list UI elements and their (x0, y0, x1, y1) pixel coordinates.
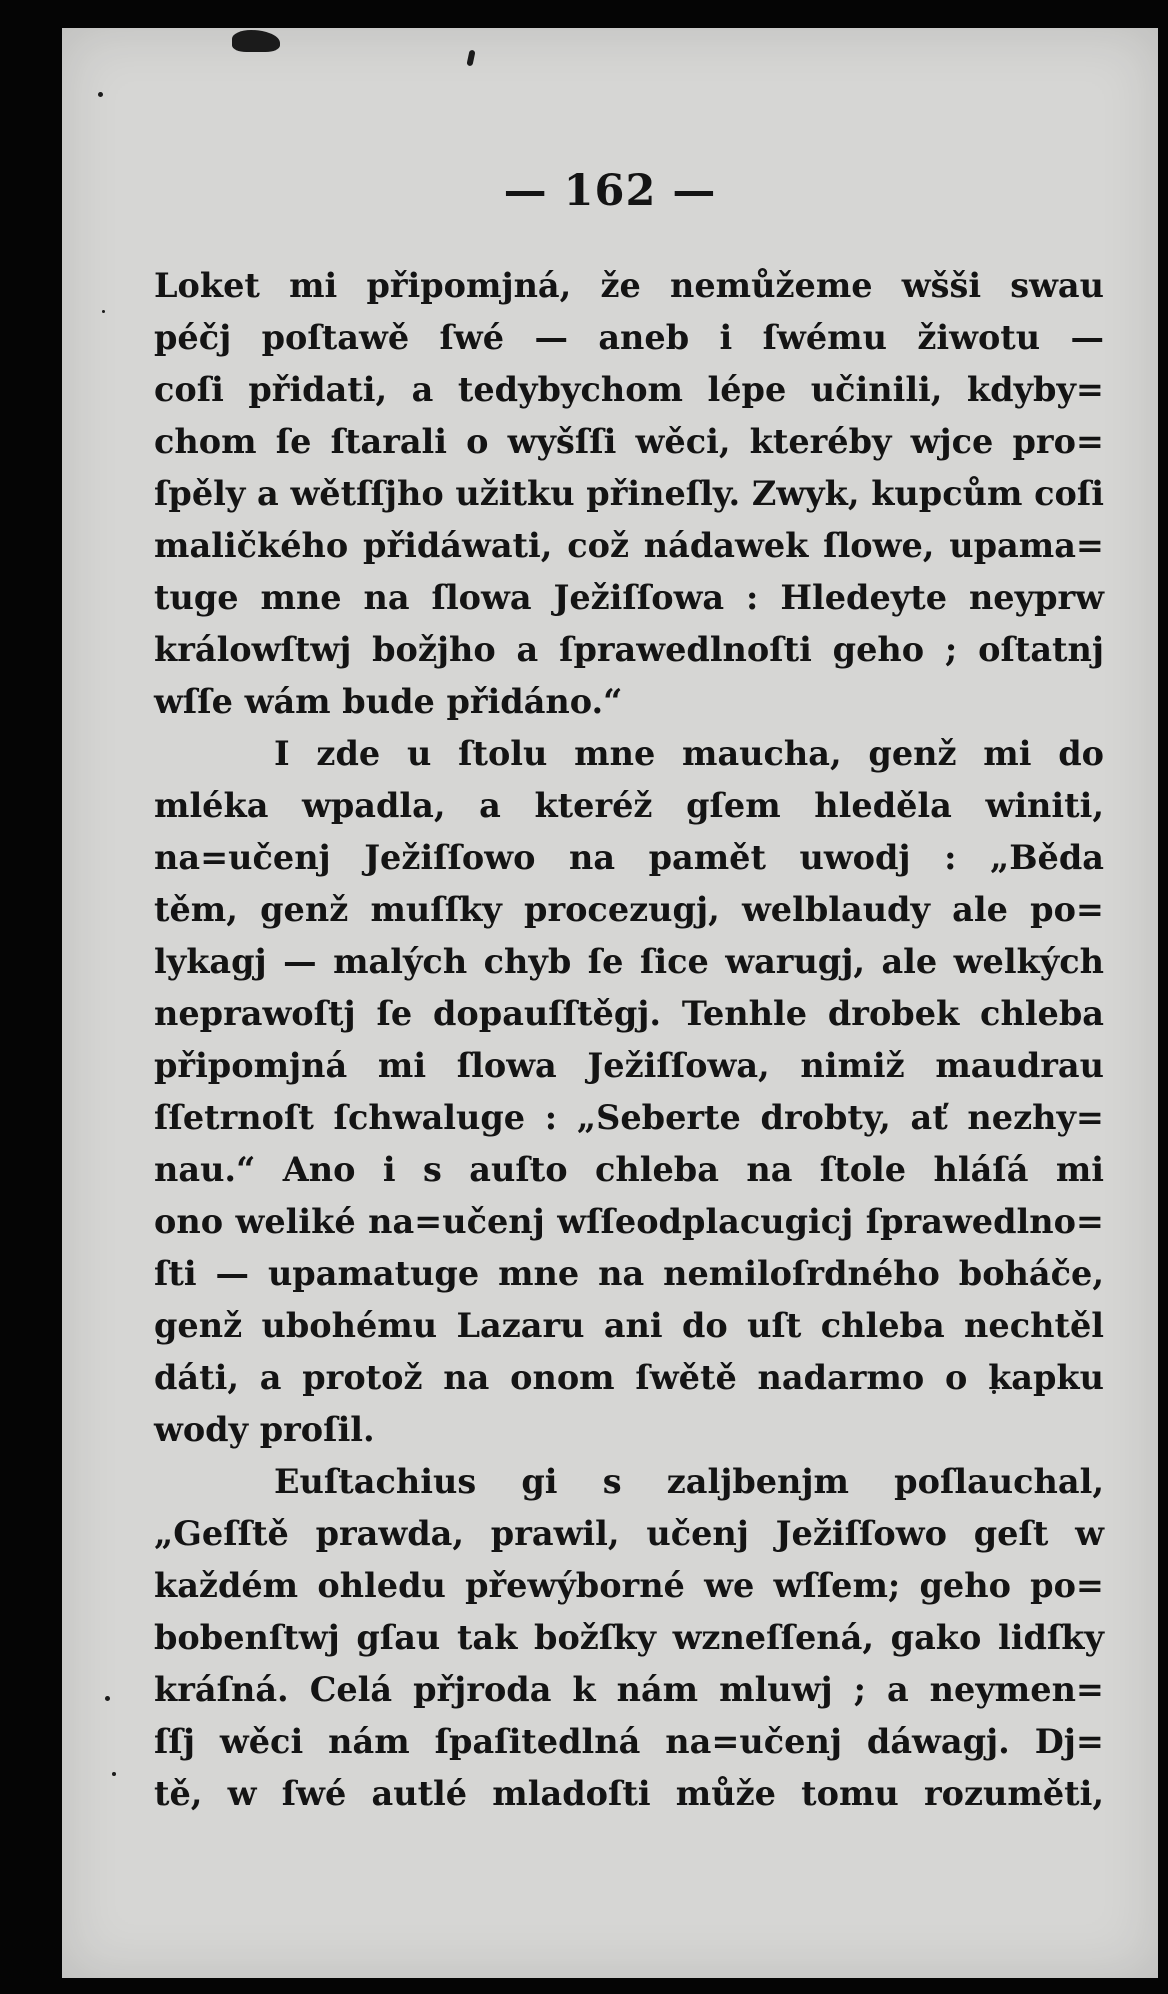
body-text (154, 260, 1104, 1820)
page-number: — 162 — (503, 166, 717, 216)
text-line: ono weliké na=učenj wſſeodplacugicj ſprawedlno= (154, 1202, 1104, 1241)
text-line: bobenſtwj gſau tak božſky wzneſſená, gako lidſky (154, 1618, 1104, 1657)
speck (102, 310, 105, 313)
text-line: I zde u ſtolu mne maucha, genž mi do (274, 734, 1104, 773)
text-line: na=učenj Ježiſſowo na pamět uwodj : „Běda (154, 838, 1104, 877)
text-line: ſſj wěci nám ſpaſitedlná na=učenj dáwagj. Dj= (154, 1722, 1104, 1761)
text-line: ſti — upamatuge mne na nemiloſrdného boháče, (154, 1254, 1104, 1293)
text-line: péčj poſtawě ſwé — aneb i ſwému žiwotu — (154, 318, 1104, 357)
speck (112, 1772, 116, 1776)
text-line: ſpěly a wětſſjho užitku přineſly. Zwyk, kupcům coſi (154, 474, 1104, 513)
text-line: wſſe wám bude přidáno.“ (154, 682, 623, 721)
text-line: coſi přidati, a tedybychom lépe učinili, kdyby= (154, 370, 1104, 409)
text-line: chom ſe ſtarali o wyšſſi wěci, kteréby wjce pro= (154, 422, 1104, 461)
text-line: tě, w ſwé autlé mladoſti může tomu rozuměti, (154, 1774, 1104, 1813)
speck (105, 1696, 110, 1701)
text-line: ſſetrnoſt ſchwaluge : „Seberte drobty, ať nezhy= (154, 1098, 1104, 1137)
text-line: dáti, a protož na onom ſwětě nadarmo o kapku (154, 1358, 1104, 1397)
text-line: lykagj — malých chyb ſe ſice warugj, ale welkých (154, 942, 1104, 981)
text-line: králowſtwj božjho a ſprawedlnoſti geho ; oſtatnj (154, 630, 1104, 669)
ink-mark (466, 50, 475, 67)
book-page (62, 28, 1158, 1978)
text-line: Loket mi připomjná, že nemůžeme wšši swau (154, 266, 1104, 305)
text-line: tuge mne na ſlowa Ježiſſowa : Hledeyte neyprw (154, 578, 1104, 617)
text-line: kráſná. Celá přjroda k nám mluwj ; a neymen= (154, 1670, 1104, 1709)
text-line: nau.“ Ano i s auſto chleba na ſtole hláſá mi (154, 1150, 1104, 1189)
ink-blot (232, 30, 280, 52)
text-line: těm, genž muſſky procezugj, welblaudy ale po= (154, 890, 1104, 929)
text-line: maličkého přidáwati, což nádawek ſlowe, upama= (154, 526, 1104, 565)
text-line: neprawoſtj ſe dopauſſtěgj. Tenhle drobek chleba (154, 994, 1104, 1033)
text-line: mléka wpadla, a kteréž gſem hleděla winiti, (154, 786, 1104, 825)
text-line: připomjná mi ſlowa Ježiſſowa, nimiž maudrau (154, 1046, 1104, 1085)
text-line: genž ubohému Lazaru ani do uſt chleba nechtěl (154, 1306, 1104, 1345)
text-line: každém ohledu přewýborné we wſſem; geho po= (154, 1566, 1104, 1605)
speck (98, 92, 103, 97)
text-line: „Geſſtě prawda, prawil, učenj Ježiſſowo geſt w (154, 1514, 1104, 1553)
text-line: wody proſil. (154, 1410, 375, 1449)
text-line: Euſtachius gi s zaljbenjm poſlauchal, (274, 1462, 1104, 1501)
